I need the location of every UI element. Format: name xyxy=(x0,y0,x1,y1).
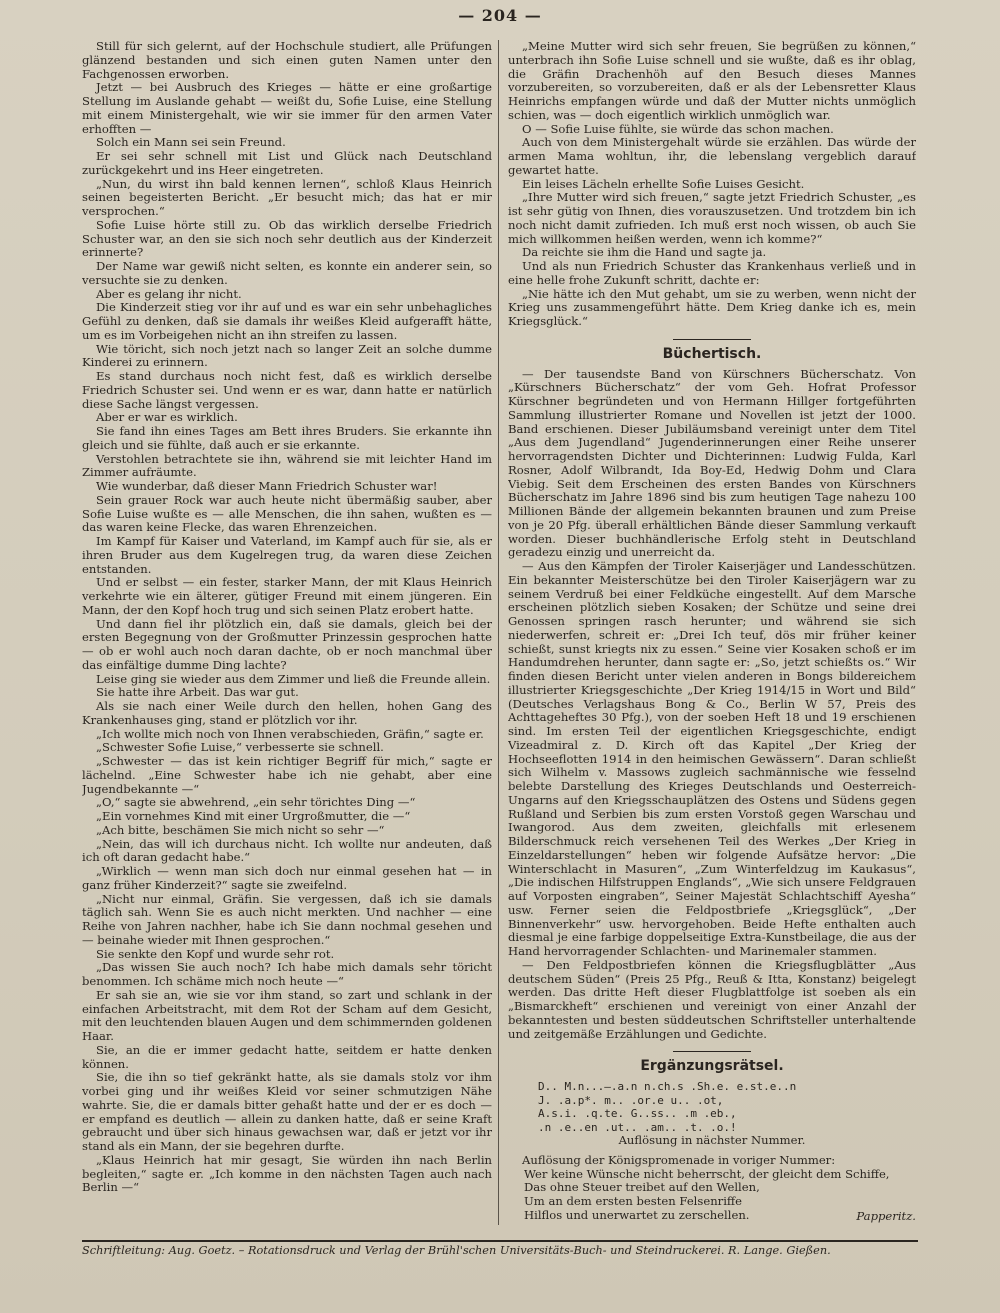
story-paragraph: „Wirklich — wenn man sich doch nur einmal gesehen hat — in ganz früher Kinderzeit?“ sagte sie zweifelnd. xyxy=(82,864,492,892)
solution-line: Hilflos und unerwartet zu zerschellen. xyxy=(524,1207,750,1222)
story-paragraph: Leise ging sie wieder aus dem Zimmer und ließ die Freunde allein. xyxy=(96,671,491,686)
section-separator xyxy=(673,339,751,340)
solution-line: Um an dem ersten besten Felsenriffe xyxy=(524,1194,743,1208)
story-paragraph: Sie, an die er immer gedacht hatte, seitdem er hatte denken können. xyxy=(82,1042,492,1071)
story-paragraph: „Schwester Sofie Luise,“ verbesserte sie schnell. xyxy=(96,740,384,755)
story-paragraph: Er sah sie an, wie sie vor ihm stand, so zart und schlank in der einfachen Arbeitstracht, mit dem Rot der Scham auf dem Gesicht, mit den leuchtenden blauen Augen und dem schimmernden goldenen Haar. xyxy=(82,987,492,1043)
story-paragraph: Im Kampf für Kaiser und Vaterland, im Kampf auch für sie, als er ihren Bruder aus dem Kugelregen trug, da waren diese Zeichen entstanden. xyxy=(82,534,492,576)
section-separator xyxy=(673,1051,751,1052)
story-paragraph: Ein leises Lächeln erhellte Sofie Luises Gesicht. xyxy=(522,176,805,191)
story-paragraph: „Nun, du wirst ihn bald kennen lernen“, schloß Klaus Heinrich seinen begeisterten Bericht. „Er besucht mich; das hat er mir versprochen.“ xyxy=(82,176,492,218)
solution-line: Wer keine Wünsche nicht beherrscht, der gleicht dem Schiffe, xyxy=(524,1166,890,1181)
story-paragraph: Die Kinderzeit stieg vor ihr auf und es war ein sehr unbehagliches Gefühl zu denken, daß sie damals ihr weißes Kleid aufgerafft hätte, um es im Vorbeigehen nicht an ihn streifen zu lassen. xyxy=(82,300,492,342)
story-paragraph: „O,“ sagte sie abwehrend, „ein sehr törichtes Ding —“ xyxy=(96,795,416,810)
puzzle-line: .n .e..en .ut.. .am.. .t. .o.! xyxy=(538,1120,737,1134)
story-paragraph: Sie hatte ihre Arbeit. Das war gut. xyxy=(96,685,299,700)
review-paragraph: — Den Feldpostbriefen können die Kriegsflugblätter „Aus deutschem Süden“ (Preis 25 Pfg., Reuß & Itta, Konstanz) beigelegt werden. Das dritte Heft dieser Flugblattfolge ist soeben als ein „Bismarckheft“ erschienen und vereinigt von einer Anzahl der bekanntesten und besten süddeutschen Schriftsteller unterhaltende und zeitgemäße Erzählungen und Gedichte. xyxy=(508,957,916,1041)
page-number: — 204 — xyxy=(458,6,542,25)
story-paragraph: „Ihre Mutter wird sich freuen,“ sagte jetzt Friedrich Schuster, „es ist sehr gütig von Ihnen, dies vorauszusetzen. Und trotzdem bin ich noch nicht damit zufrieden. Ich muß erst noch wissen, ob auch Sie mich willkommen heißen werden, wenn ich komme?“ xyxy=(508,190,916,246)
story-paragraph: „Nicht nur einmal, Gräfin. Sie vergessen, daß ich sie damals täglich sah. Wenn Sie es auch nicht merkten. Und nachher — eine Reihe von Jahren nachher, habe ich Sie dann nochmal gesehen und — beinahe wieder mit Ihnen gesprochen.“ xyxy=(82,891,492,947)
story-paragraph: Auch von dem Ministergehalt würde sie erzählen. Das würde der armen Mama wohltun, ihr, die lebenslang vergeblich darauf gewartet hatte. xyxy=(508,135,916,177)
buechertisch-section xyxy=(508,368,916,1042)
story-paragraph: Als sie nach einer Weile durch den hellen, hohen Gang des Krankenhauses ging, stand er plötzlich vor ihr. xyxy=(82,699,492,727)
story-paragraph: „Das wissen Sie auch noch? Ich habe mich damals sehr töricht benommen. Ich schäme mich noch heute —“ xyxy=(82,960,492,988)
story-continuation xyxy=(508,40,916,329)
puzzle-line: D.. M.n...–.a.n n.ch.s .Sh.e. e.st.e..n xyxy=(538,1080,797,1093)
imprint-footer: Schriftleitung: Aug. Goetz. – Rotationsdruck und Verlag der Brühl'schen Universitäts-Buch- und Steindruckerei. R. Lange. Gießen. xyxy=(82,1244,831,1257)
raetsel-heading: Ergänzungsrätsel. xyxy=(640,1058,784,1075)
story-paragraph: Sein grauer Rock war auch heute nicht übermäßig sauber, aber Sofie Luise wußte es — alle Menschen, die ihn sahen, wußten es — das waren keine Flecke, das waren Ehrenzeichen. xyxy=(82,492,492,535)
buechertisch-heading: Büchertisch. xyxy=(662,345,762,362)
story-paragraph: Und dann fiel ihr plötzlich ein, daß sie damals, gleich bei der ersten Begegnung von der Großmutter Prinzessin gesprochen hatte — ob er wohl auch noch daran dachte, ob er noch manchmal über das einfältige dumme Ding lachte? xyxy=(82,616,492,672)
story-paragraph: Wie töricht, sich noch jetzt nach so langer Zeit an solche dumme Kinderei zu erinnern. xyxy=(82,341,492,370)
puzzle-line: A.s.i. .q.te. G..ss.. .m .eb., xyxy=(538,1107,737,1120)
left-column xyxy=(82,40,492,1230)
story-paragraph: „Nein, das will ich durchaus nicht. Ich wollte nur andeuten, daß ich oft daran gedacht habe.“ xyxy=(82,836,492,865)
story-paragraph: Und als nun Friedrich Schuster das Krankenhaus verließ und in eine helle frohe Zukunft schritt, dachte er: xyxy=(508,259,916,287)
story-paragraph: Aber er war es wirklich. xyxy=(96,410,238,425)
story-paragraph: Er sei sehr schnell mit List und Glück nach Deutschland zurückgekehrt und ins Heer eingetreten. xyxy=(82,149,492,177)
review-paragraph: — Aus den Kämpfen der Tiroler Kaiserjäger und Landesschützen. Ein bekannter Meisterschütze bei den Tiroler Kaiserjägern war zu seinem Verdruß bei einer Feldküche eingestellt. Auf dem Marsche erscheinen plötzlich sieben Kosaken; der Schütze und seine drei Genossen springen rasch herunter; und während sie sich niederwerfen, schreit er: „Drei Ich teuf, dös mir früher keiner schießt, sunst kriegts nix zu essen.“ Seine vier Kosaken schoß er im Handumdrehen herunter, dann sagte er: „So, jetzt schießts os.“ Wir finden diesen Bericht unter vielen anderen in Bongs bildereichem illustrierter Kriegsgeschichte „Der Krieg 1914/15 in Wort und Bild“ (Deutsches Verlagshaus Bong & Co., Berlin W 57, Preis des Achttageheftes 30 Pfg.), von der soeben Heft 18 und 19 erschienen sind. Im ersten Teil der eigentlichen Kriegsgeschichte, endigt Vizeadmiral z. D. Kirch oft das Kapitel „Der Krieg der Hochseeflotten 1914 in den heimischen Gewässern“. Daran schließt sich Wilhelm v. Massows zugleich sachmännische wie fesselnd belebte Darstellung des Krieges Deutschlands und Oesterreich-Ungarns auf den Kriegsschauplätzen des Ostens und Südens gegen Rußland und Serbien bis zum ersten Vorstoß gegen Warschau und Iwangorod. Aus dem zweiten, gleichfalls mit erlesenem Bilderschmuck reich versehenen Teil des Werkes „Der Krieg in Einzeldarstellungen“ heben wir folgende Aufsätze hervor: „Die Winterschlacht in Masuren“, „Zum Winterfeldzug im Kaukasus“, „Die indischen Hilfstruppen Englands“, „Wie sich unsere Feldgrauen auf Vorposten eingraben“, Seiner Majestät Schlachtschiff Ayesha“ usw. Ferner seien die Feldpostbriefe „Kriegsglück“, „Der Binnenverkehr“ usw. hervorgehoben. Beide Hefte enthalten auch diesmal je eine farbige doppelseitige Extra-Kunstbeilage, die aus der Hand hervorragender Schlachten- und Marinemaler stammen. xyxy=(508,559,916,958)
story-paragraph: O — Sofie Luise fühlte, sie würde das schon machen. xyxy=(522,121,834,136)
story-paragraph: Verstohlen betrachtete sie ihn, während sie mit leichter Hand im Zimmer aufräumte. xyxy=(82,451,492,480)
story-paragraph: „Ich wollte mich noch von Ihnen verabschieden, Gräfin,“ sagte er. xyxy=(96,726,484,741)
story-paragraph: Sie fand ihn eines Tages am Bett ihres Bruders. Sie erkannte ihn gleich und sie fühlte, daß auch er sie erkannte. xyxy=(82,424,492,452)
story-paragraph: Aber es gelang ihr nicht. xyxy=(96,286,242,301)
solution-note: Auflösung in nächster Nummer. xyxy=(618,1133,806,1147)
story-paragraph: „Schwester — das ist kein richtiger Begriff für mich,“ sagte er lächelnd. „Eine Schwester habe ich nie gehabt, aber eine Jugendbekannte —“ xyxy=(82,754,492,796)
story-paragraph: „Nie hätte ich den Mut gehabt, um sie zu werben, wenn nicht der Krieg uns zusammengeführt hätte. Dem Krieg danke ich es, mein Kriegsglück.“ xyxy=(508,286,916,328)
story-paragraph: Wie wunderbar, daß dieser Mann Friedrich Schuster war! xyxy=(96,479,438,493)
footer-rule xyxy=(82,1240,918,1242)
story-paragraph: Es stand durchaus noch nicht fest, daß es wirklich derselbe Friedrich Schuster sei. Und wenn er es war, dann hatte er natürlich diese Sache längst vergessen. xyxy=(82,369,492,411)
story-paragraph: Sie senkte den Kopf und wurde sehr rot. xyxy=(96,946,335,961)
story-paragraph: Sofie Luise hörte still zu. Ob das wirklich derselbe Friedrich Schuster war, an den sie sich noch sehr deutlich aus der Kinderzeit erinnerte? xyxy=(82,217,492,260)
puzzle-line: J. .a.p*. m.. .or.e u.. .ot, xyxy=(538,1093,724,1107)
review-paragraph: — Der tausendste Band von Kürschners Bücherschatz. Von „Kürschners Bücherschatz“ der vom Geh. Hofrat Professor Kürschner begründeten und von Hermann Hillger fortgeführten Sammlung illustrierter Romane und Novellen ist jetzt der 1000. Band erschienen. Dieser Jubiläumsband vereinigt unter dem Titel „Aus dem Jugendland“ Jugenderinnerungen einer Reihe unserer hervorragendsten Dichter und Dichterinnen: Ludwig Fulda, Karl Rosner, Adolf Wilbrandt, Ida Boy-Ed, Hedwig Dohm und Clara Viebig. Seit dem Erscheinen des ersten Bandes von Kürschners Bücherschatz im Jahre 1896 sind bis zum heutigen Tage nahezu 100 Millionen Bände der allgemein bekannten braunen und zum Preise von je 20 Pfg. überall erhältlichen Bände dieser Sammlung verkauft worden. Dieser buchhändlerische Erfolg steht in Deutschland geradezu einzig und unerreicht da. xyxy=(508,366,916,560)
right-column xyxy=(508,40,916,1230)
story-paragraph: Da reichte sie ihm die Hand und sagte ja. xyxy=(522,245,767,260)
story-paragraph: Jetzt — bei Ausbruch des Krieges — hätte er eine großartige Stellung im Auslande gehabt — weißt du, Sofie Luise, eine Stellung mit einem Ministergehalt, wie wir sie immer für den armen Vater erhofften — xyxy=(82,80,492,136)
story-paragraph: Solch ein Mann sei sein Freund. xyxy=(96,135,286,150)
solution-heading: Auflösung der Königspromenade in voriger Nummer: xyxy=(522,1152,836,1167)
solution-line: Das ohne Steuer treibet auf den Wellen, xyxy=(524,1180,760,1195)
story-paragraph: Still für sich gelernt, auf der Hochschule studiert, alle Prüfungen glänzend bestanden und sich einen guten Namen unter den Fachgenossen erworben. xyxy=(82,40,492,81)
puzzle-author: Papperitz. xyxy=(856,1208,916,1223)
story-paragraph: Der Name war gewiß nicht selten, es konnte ein anderer sein, so versuchte sie zu denken. xyxy=(82,259,492,287)
column-divider xyxy=(498,40,499,1225)
story-paragraph: „Ein vornehmes Kind mit einer Urgroßmutter, die —“ xyxy=(96,809,411,823)
story-paragraph: Sie, die ihn so tief gekränkt hatte, als sie damals stolz vor ihm vorbei ging und ihr weißes Kleid vor seiner schmutzigen Nähe wahrte. Sie, die er damals bitter gehaßt hatte und der er es doch — er empfand es deutlich — allein zu danken hatte, daß er seine Kraft gebraucht und über sich hinaus gewachsen war, daß er jetzt vor ihr stand als ein Mann, der sie begehren durfte. xyxy=(82,1070,492,1153)
story-paragraph: Und er selbst — ein fester, starker Mann, der mit Klaus Heinrich verkehrte wie ein älterer, gütiger Freund mit einem jüngeren. Ein Mann, der den Kopf hoch trug und sich seinen Platz erobert hatte. xyxy=(82,575,492,617)
story-paragraph: „Ach bitte, beschämen Sie mich nicht so sehr —“ xyxy=(96,822,385,837)
puzzle-lines xyxy=(508,1080,916,1134)
story-paragraph: „Meine Mutter wird sich sehr freuen, Sie begrüßen zu können,“ unterbrach ihn Sofie Luise schnell und sie wußte, daß es ihr oblag, die Gräfin Drachenhöh auf den Besuch dieses Mannes vorzubereiten, so vorzubereiten, daß er als der Lebensretter Klaus Heinrichs empfangen würde und daß der Mutter nichts unmöglich schien, was — doch eigentlich wirklich unmöglich war. xyxy=(508,40,916,122)
story-paragraph: „Klaus Heinrich hat mir gesagt, Sie würden ihn nach Berlin begleiten,“ sagte er. „Ich komme in den nächsten Tagen auch nach Berlin —“ xyxy=(82,1152,492,1195)
